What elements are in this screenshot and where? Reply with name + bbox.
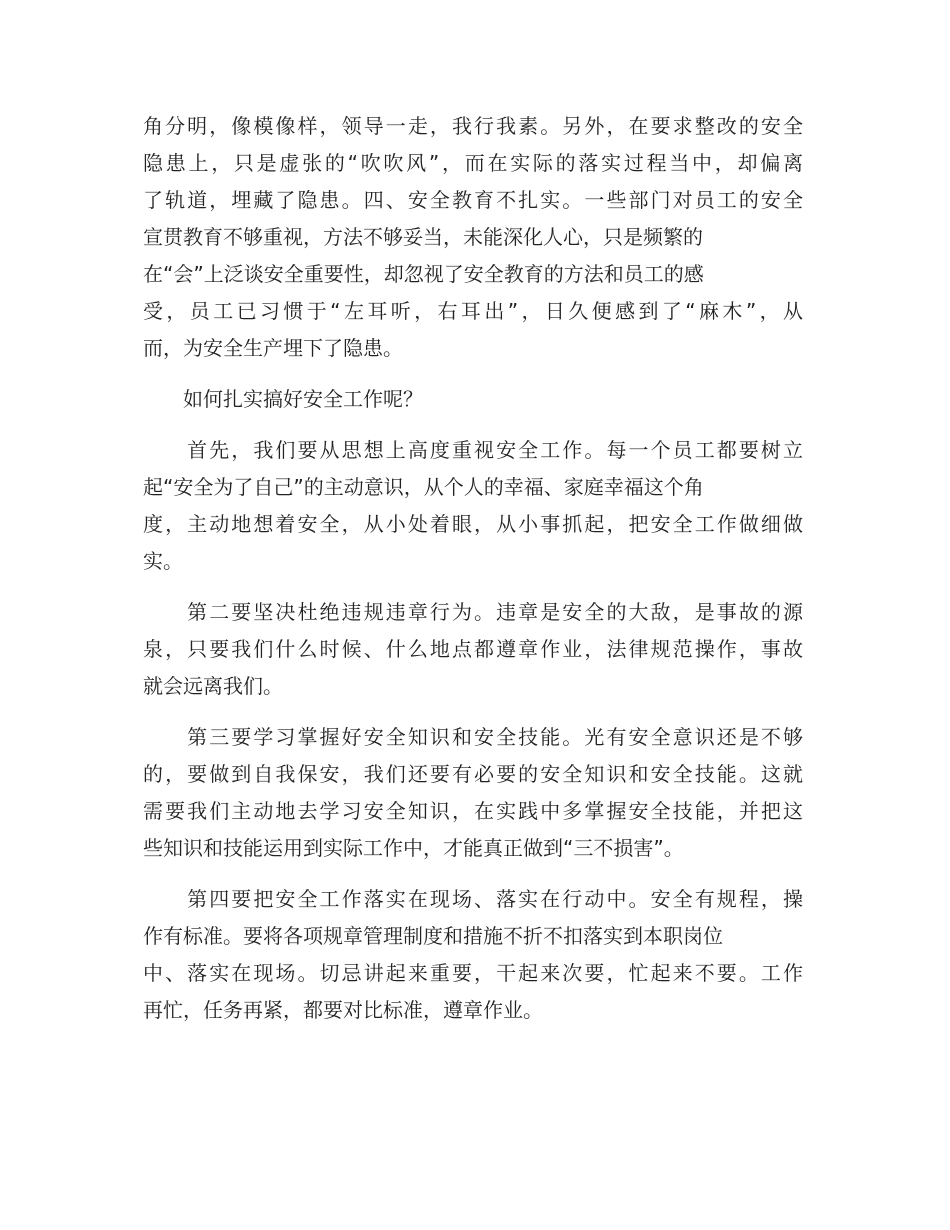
text-line: 些知识和技能运用到实际工作中，才能真正做到“三不损害”。 xyxy=(143,836,684,860)
text-line: 度，主动地想着安全，从小处着眼，从小事抓起，把安全工作做细做 xyxy=(143,512,803,536)
paragraph-gap xyxy=(143,367,803,381)
text-line: 首先，我们要从思想上高度重视安全工作。每一个员工都要树立 xyxy=(143,438,803,462)
text-line: 受，员工已习惯于“左耳听，右耳出”，日久便感到了“麻木”，从 xyxy=(143,299,803,323)
text-line: 隐患上，只是虚张的“吹吹风”，而在实际的落实过程当中，却偏离 xyxy=(143,151,803,175)
text-line: 中、落实在现场。切忌讲起来重要，干起来次要，忙起来不要。工作 xyxy=(143,961,803,985)
text-line: 第四要把安全工作落实在现场、落实在行动中。安全有规程，操 xyxy=(143,887,803,911)
text-line: 第三要学习掌握好安全知识和安全技能。光有安全意识还是不够 xyxy=(143,725,803,749)
paragraph-gap xyxy=(143,418,803,432)
text-line: 宣贯教育不够重视，方法不够妥当，未能深化人心，只是频繁的 xyxy=(143,225,703,249)
text-line: 的，要做到自我保安，我们还要有必要的安全知识和安全技能。这就 xyxy=(143,762,803,786)
text-line: 再忙，任务再紧，都要对比标准，遵章作业。 xyxy=(143,998,543,1022)
text-line: 了轨道，埋藏了隐患。四、安全教育不扎实。一些部门对员工的安全 xyxy=(143,188,803,212)
paragraph-gap xyxy=(143,705,803,719)
text-line: 第二要坚决杜绝违规违章行为。违章是安全的大敌，是事故的源 xyxy=(143,600,803,624)
text-line: 实。 xyxy=(143,549,183,573)
text-line: 就会远离我们。 xyxy=(143,674,283,698)
text-line: 作有标准。要将各项规章管理制度和措施不折不扣落实到本职岗位 xyxy=(143,924,723,948)
text-line: 在“会”上泛谈安全重要性，却忽视了安全教育的方法和员工的感 xyxy=(143,262,704,286)
paragraph-gap xyxy=(143,867,803,881)
text-line: 泉，只要我们什么时候、什么地点都遵章作业，法律规范操作，事故 xyxy=(143,637,803,661)
text-line: 角分明，像模像样，领导一走，我行我素。另外，在要求整改的安全 xyxy=(143,114,803,138)
text-line: 而，为安全生产埋下了隐患。 xyxy=(143,336,403,360)
document-body xyxy=(143,108,803,1029)
text-line: 需要我们主动地去学习安全知识，在实践中多掌握安全技能，并把这 xyxy=(143,799,803,823)
text-line: 起“安全为了自己”的主动意识，从个人的幸福、家庭幸福这个角 xyxy=(143,475,704,499)
paragraph-gap xyxy=(143,580,803,594)
text-line: 如何扎实搞好安全工作呢？ xyxy=(143,387,423,411)
